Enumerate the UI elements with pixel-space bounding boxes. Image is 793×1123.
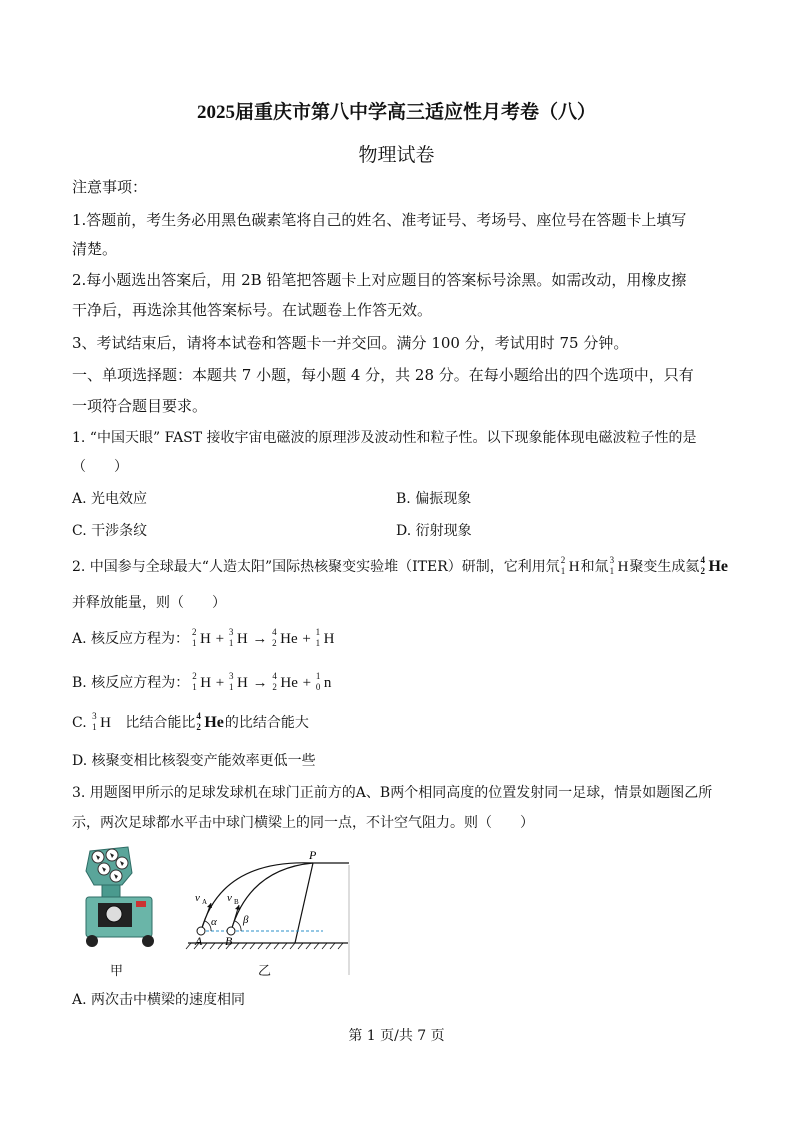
notice-item-2: 2.每小题选出答案后，用 2B 铅笔把答题卡上对应题目的答案标号涂黑。如需改动，用橡皮擦 [72,271,687,289]
nuclide-helium: 4 2 He [700,555,728,576]
notice-item-1-cont: 清楚。 [72,240,118,258]
label-va: v [195,892,200,904]
label-alpha: α [211,916,217,928]
label-p: P [309,848,317,862]
q1-option-b: B. 偏振现象 [396,491,472,507]
q1-option-c: C. 干涉条纹 [72,523,148,539]
label-b: B [225,934,233,948]
nuclide-tritium: 3 1 H [609,555,629,576]
q2-stem-cont: 并释放能量，则（ ） [72,595,226,611]
q1-blank: （ ） [72,459,128,475]
q1-option-a: A. 光电效应 [72,491,148,507]
q2-option-c: C. 3 1 H 比结合能比 4 2 He的比结合能大 [72,711,309,732]
label-va-sub: A [202,898,208,906]
q1-stem: 1. “中国天眼” FAST 接收宇宙电磁波的原理涉及波动性和粒子性。以下现象能体现电磁波粒子性的是 [72,430,697,446]
equation-a: 2 1 H + 3 1 H → 4 2 He + 1 1 H [192,627,335,648]
label-a: A [195,934,203,948]
ball-launcher-figure [76,843,166,953]
q2-option-a: A. 核反应方程为： 2 1 H + 3 1 H → 4 2 He + 1 1 H [72,627,335,648]
equation-b: 2 1 H + 3 1 H → 4 2 He + 1 0 n [192,671,332,692]
q2-option-d: D. 核聚变相比核裂变产能效率更低一些 [72,753,316,769]
subject-title: 物理试卷 [358,145,435,166]
figure-jia-caption: 甲 [110,964,124,979]
label-vb: v [227,892,232,904]
q2-stem: 2. 中国参与全球最大“人造太阳”国际热核聚变实验堆（ITER）研制，它利用氘 2 1 H和氚 3 1 H聚变生成氦 4 2 He [72,555,728,576]
exam-title: 2025届重庆市第八中学高三适应性月考卷（八） [196,102,596,123]
notice-item-2-cont: 干净后，再选涂其他答案标号。在试题卷上作答无效。 [72,301,433,319]
label-beta: β [243,914,249,926]
label-vb-sub: B [234,898,239,906]
q2-stem-text: 2. 中国参与全球最大“人造太阳”国际热核聚变实验堆（ITER）研制，它利用氘 [72,559,560,575]
notice-item-3: 3、考试结束后，请将本试卷和答题卡一并交回。满分 100 分，考试用时 75 分钟。 [72,334,629,352]
page-footer: 第 1 页/共 7 页 [348,1028,445,1044]
q3-option-a: A. 两次击中横梁的速度相同 [72,992,246,1008]
trajectory-a [201,863,313,931]
notice-item-1: 1.答题前，考生务必用黑色碳素笔将自己的姓名、准考证号、考场号、座位号在答题卡上填写 [72,211,687,229]
q2-option-b: B. 核反应方程为： 2 1 H + 3 1 H → 4 2 He + 1 0 n [72,671,332,692]
q1-option-d: D. 衍射现象 [396,523,472,539]
figure-yi-caption: 乙 [258,964,272,979]
section-1-heading: 一、单项选择题：本题共 7 小题，每小题 4 分，共 28 分。在每小题给出的四个选项中，只有 [72,366,694,384]
nuclide-deuterium: 2 1 H [560,555,580,576]
q3-stem: 3. 用题图甲所示的足球发球机在球门正前方的A、B两个相同高度的位置发射同一足球，情景如题图乙所 [72,785,713,801]
q3-stem-cont: 示，两次足球都水平击中球门横梁上的同一点，不计空气阻力。则（ ） [72,815,534,831]
notice-heading: 注意事项： [72,178,148,196]
section-1-heading-cont: 一项符合题目要求。 [72,397,208,415]
